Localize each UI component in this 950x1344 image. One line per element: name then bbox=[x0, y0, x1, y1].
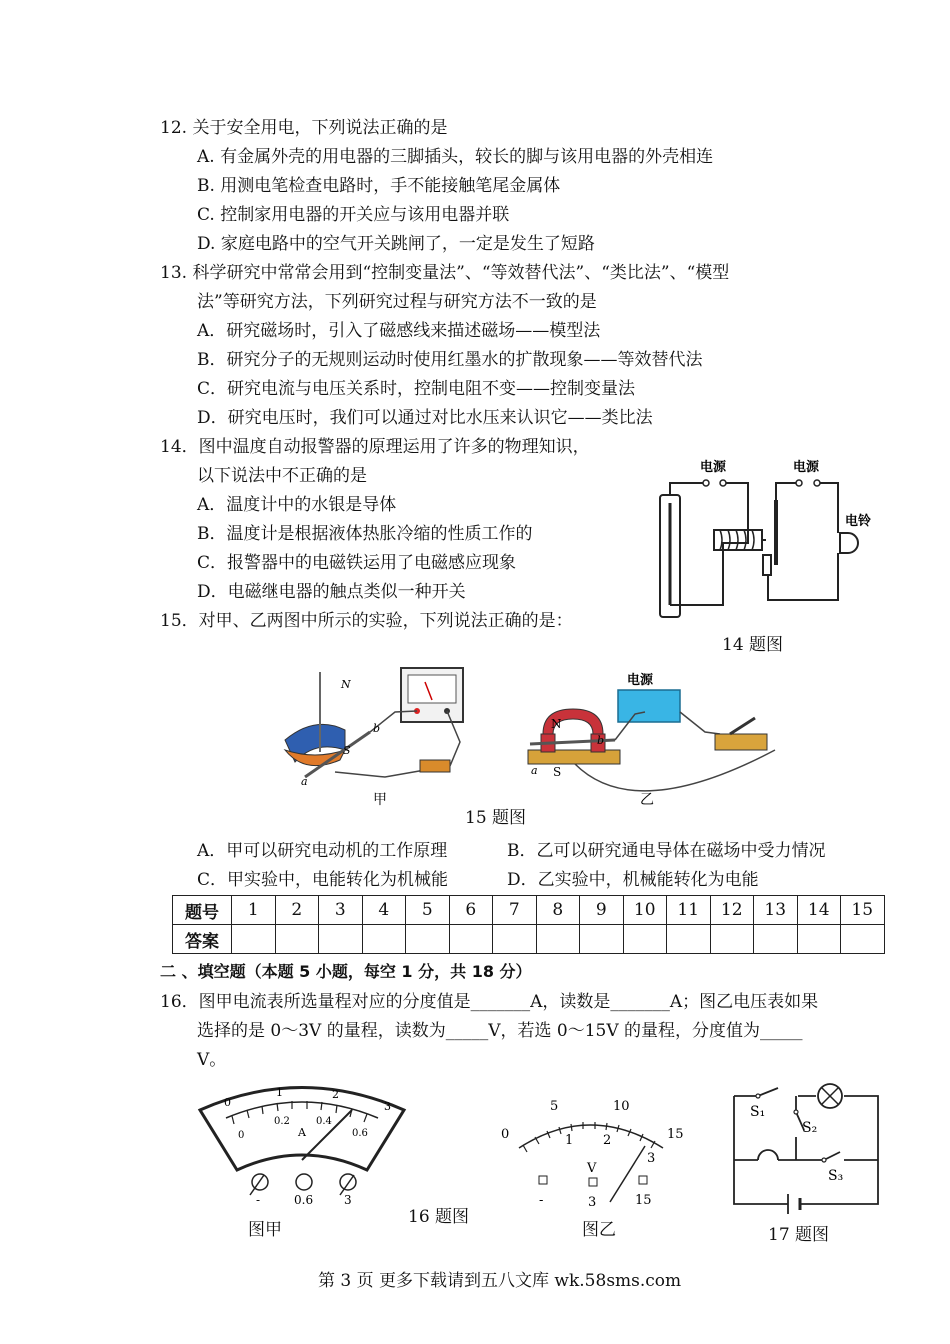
answer-cell[interactable] bbox=[449, 925, 493, 954]
q16-ammeter-t3: 3 bbox=[384, 1100, 391, 1113]
q15-option-c: C．甲实验中，电能转化为机械能 bbox=[197, 870, 449, 890]
section2-title: 二 、填空题（本题 5 小题，每空 1 分，共 18 分） bbox=[160, 962, 532, 981]
q14-label-bell: 电铃 bbox=[845, 514, 872, 529]
q16-line1: 16．图甲电流表所选量程对应的分度值是_______A，读数是_______A；图乙电压表如果 bbox=[160, 992, 819, 1012]
answer-cell[interactable] bbox=[536, 925, 580, 954]
answer-table-number: 14 bbox=[797, 896, 841, 925]
answer-cell[interactable] bbox=[275, 925, 319, 954]
q16-voltmeter-t15: 15 bbox=[667, 1127, 684, 1142]
q12-option-a: A. 有金属外壳的用电器的三脚插头，较长的脚与该用电器的外壳相连 bbox=[197, 147, 714, 167]
q16-caption: 16 题图 bbox=[408, 1207, 470, 1227]
q15-yi-label-s: S bbox=[553, 765, 562, 779]
q16-ammeter-b02: 0.2 bbox=[274, 1116, 290, 1127]
q15-label-power: 电源 bbox=[627, 673, 654, 688]
answer-cell[interactable] bbox=[841, 925, 885, 954]
answer-cell[interactable] bbox=[754, 925, 798, 954]
q14-option-b: B．温度计是根据液体热胀冷缩的性质工作的 bbox=[197, 524, 533, 544]
q15-jia-label-a: a bbox=[301, 775, 308, 788]
q12-option-b: B. 用测电笔检查电路时，手不能接触笔尾金属体 bbox=[197, 176, 561, 196]
q16-voltmeter-figure bbox=[495, 1092, 695, 1217]
q17-caption: 17 题图 bbox=[768, 1225, 830, 1245]
answer-table bbox=[172, 895, 885, 954]
q13-stem-line2: 法”等研究方法，下列研究过程与研究方法不一致的是 bbox=[197, 292, 597, 312]
answer-cell[interactable] bbox=[710, 925, 754, 954]
answer-cell[interactable] bbox=[623, 925, 667, 954]
answer-table-number-row bbox=[173, 896, 885, 925]
q15-figure bbox=[275, 662, 785, 812]
answer-table-head-number: 题号 bbox=[173, 896, 232, 925]
q17-label-s3: S₃ bbox=[828, 1168, 844, 1184]
q16-caption-jia: 图甲 bbox=[248, 1220, 282, 1240]
q16-ammeter-b06: 0.6 bbox=[352, 1128, 368, 1139]
answer-cell[interactable] bbox=[493, 925, 537, 954]
answer-table-number: 6 bbox=[449, 896, 493, 925]
answer-table-number: 11 bbox=[667, 896, 711, 925]
q16-ammeter-b0: 0 bbox=[238, 1130, 245, 1141]
answer-table-number: 4 bbox=[362, 896, 406, 925]
q16-voltmeter-unit: V bbox=[587, 1161, 597, 1176]
q13-stem-line1: 13. 科学研究中常常会用到“控制变量法”、“等效替代法”、“类比法”、“模型 bbox=[160, 263, 730, 283]
q15-option-d: D．乙实验中，机械能转化为电能 bbox=[507, 870, 759, 890]
answer-table-number: 12 bbox=[710, 896, 754, 925]
answer-table-number: 10 bbox=[623, 896, 667, 925]
q12-stem: 12. 关于安全用电，下列说法正确的是 bbox=[160, 118, 448, 138]
answer-table-number: 3 bbox=[319, 896, 363, 925]
q16-line3: V。 bbox=[197, 1050, 227, 1070]
q15-yi-label-b: b bbox=[597, 734, 605, 747]
q15-fig-jia bbox=[285, 668, 463, 808]
q15-label-jia: 甲 bbox=[373, 792, 387, 808]
answer-cell[interactable] bbox=[232, 925, 276, 954]
q16-ammeter-figure bbox=[192, 1080, 412, 1240]
q16-caption-yi: 图乙 bbox=[582, 1220, 616, 1240]
answer-cell[interactable] bbox=[362, 925, 406, 954]
q14-label-power1: 电源 bbox=[700, 460, 727, 475]
answer-cell[interactable] bbox=[797, 925, 841, 954]
q16-voltmeter-t0: 0 bbox=[501, 1127, 510, 1142]
q14-stem-line1: 14．图中温度自动报警器的原理运用了许多的物理知识， bbox=[160, 437, 590, 457]
q13-option-b: B．研究分子的无规则运动时使用红墨水的扩散现象——等效替代法 bbox=[197, 350, 703, 370]
q16-voltmeter-term-3: 3 bbox=[588, 1195, 597, 1210]
answer-table-number: 15 bbox=[841, 896, 885, 925]
q15-fig-yi bbox=[528, 672, 775, 808]
q16-ammeter-term-06: 0.6 bbox=[294, 1193, 314, 1207]
q15-jia-label-s: S bbox=[343, 744, 351, 757]
q17-circuit-figure bbox=[728, 1082, 888, 1222]
answer-cell[interactable] bbox=[319, 925, 363, 954]
q16-voltmeter-b2: 2 bbox=[603, 1133, 612, 1148]
q16-ammeter-term-neg: - bbox=[256, 1193, 261, 1207]
q15-yi-label-n: N bbox=[551, 717, 562, 731]
q12-option-d: D. 家庭电路中的空气开关跳闸了，一定是发生了短路 bbox=[197, 234, 595, 254]
q14-option-a: A．温度计中的水银是导体 bbox=[197, 495, 397, 515]
q16-ammeter-t1: 1 bbox=[276, 1086, 283, 1099]
answer-cell[interactable] bbox=[406, 925, 450, 954]
q15-jia-label-n: N bbox=[341, 678, 351, 691]
q15-yi-label-a: a bbox=[531, 764, 538, 777]
q16-voltmeter-b3: 3 bbox=[647, 1151, 656, 1166]
q17-label-s1: S₁ bbox=[750, 1104, 766, 1120]
q15-caption: 15 题图 bbox=[465, 808, 527, 828]
q13-option-d: D．研究电压时，我们可以通过对比水压来认识它——类比法 bbox=[197, 408, 653, 428]
answer-cell[interactable] bbox=[667, 925, 711, 954]
q14-label-power2: 电源 bbox=[793, 460, 820, 475]
q15-jia-label-b: b bbox=[373, 722, 381, 735]
q17-label-s2: S₂ bbox=[802, 1120, 818, 1136]
q16-line2: 选择的是 0～3V 的量程，读数为_____V，若选 0～15V 的量程，分度值为_____ bbox=[197, 1021, 803, 1041]
q15-option-b: B．乙可以研究通电导体在磁场中受力情况 bbox=[507, 841, 826, 861]
q16-ammeter-term-3: 3 bbox=[344, 1193, 352, 1207]
q16-voltmeter-term-neg: - bbox=[539, 1193, 544, 1208]
q14-caption: 14 题图 bbox=[722, 635, 784, 655]
q14-stem-line2: 以下说法中不正确的是 bbox=[197, 466, 367, 486]
q14-option-c: C．报警器中的电磁铁运用了电磁感应现象 bbox=[197, 553, 517, 573]
q16-voltmeter-t5: 5 bbox=[550, 1099, 559, 1114]
q16-voltmeter-b1: 1 bbox=[565, 1133, 574, 1148]
answer-table-number: 2 bbox=[275, 896, 319, 925]
q16-voltmeter-t10: 10 bbox=[613, 1099, 630, 1114]
q15-label-yi: 乙 bbox=[640, 792, 654, 808]
q15-stem: 15．对甲、乙两图中所示的实验，下列说法正确的是： bbox=[160, 611, 573, 631]
q16-ammeter-b04: 0.4 bbox=[316, 1116, 332, 1127]
q13-option-a: A．研究磁场时，引入了磁感线来描述磁场——模型法 bbox=[197, 321, 601, 341]
q12-option-c: C. 控制家用电器的开关应与该用电器并联 bbox=[197, 205, 510, 225]
answer-table-answer-row bbox=[173, 925, 885, 954]
q16-ammeter-unit: A bbox=[298, 1126, 306, 1139]
answer-table-number: 1 bbox=[232, 896, 276, 925]
q14-alarm-figure bbox=[648, 455, 888, 625]
q13-option-c: C．研究电流与电压关系时，控制电阻不变——控制变量法 bbox=[197, 379, 636, 399]
answer-table-number: 7 bbox=[493, 896, 537, 925]
page-footer: 第 3 页 更多下载请到五八文库 wk.58sms.com bbox=[318, 1271, 682, 1291]
answer-table-number: 9 bbox=[580, 896, 624, 925]
q16-ammeter-t0: 0 bbox=[224, 1096, 231, 1109]
q16-voltmeter-term-15: 15 bbox=[635, 1193, 652, 1208]
q16-ammeter-t2: 2 bbox=[332, 1088, 339, 1101]
answer-table-number: 5 bbox=[406, 896, 450, 925]
q15-option-a: A．甲可以研究电动机的工作原理 bbox=[197, 841, 448, 861]
answer-cell[interactable] bbox=[580, 925, 624, 954]
q14-option-d: D．电磁继电器的触点类似一种开关 bbox=[197, 582, 466, 602]
answer-table-number: 13 bbox=[754, 896, 798, 925]
answer-table-head-answer: 答案 bbox=[173, 925, 232, 954]
answer-table-number: 8 bbox=[536, 896, 580, 925]
